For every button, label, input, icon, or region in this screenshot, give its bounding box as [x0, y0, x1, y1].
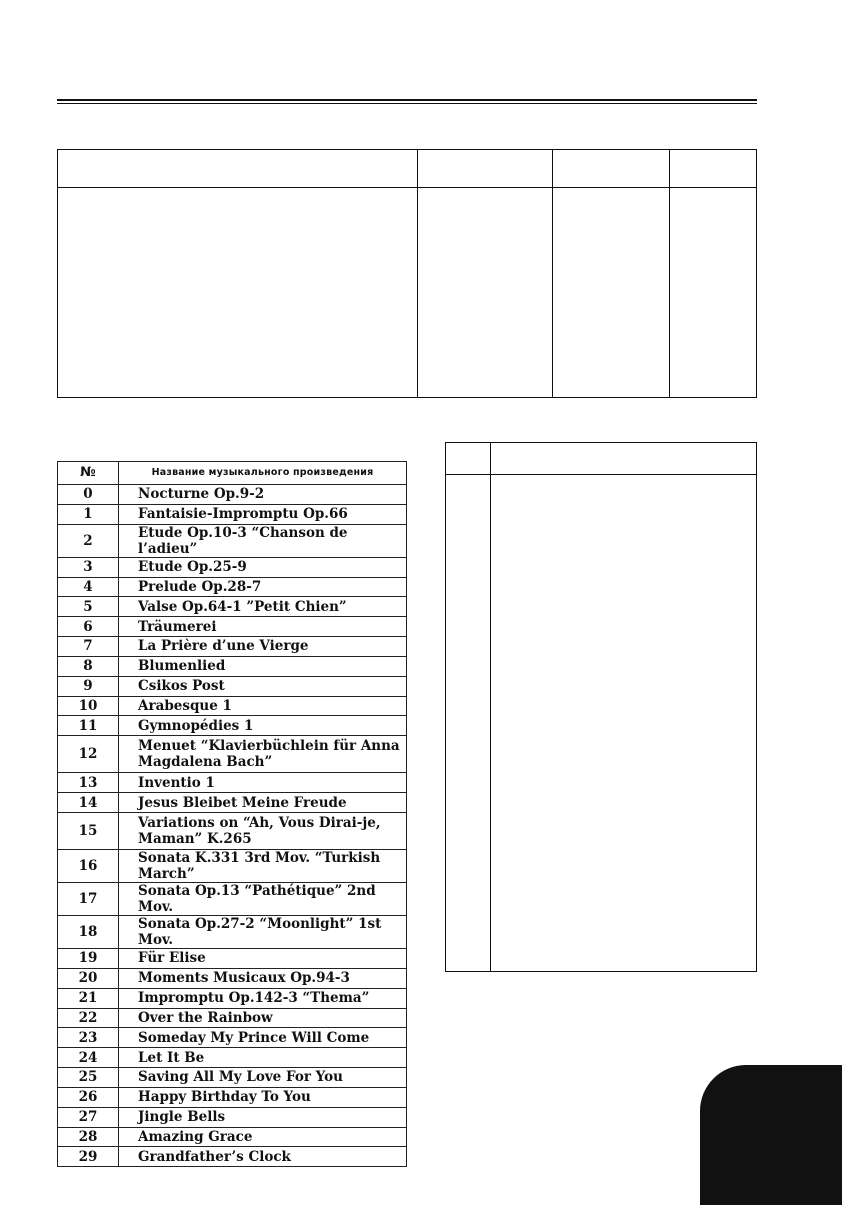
song-number-cell: 8: [58, 656, 119, 676]
song-title-cell: Grandfather’s Clock: [119, 1147, 407, 1167]
table-row: [58, 656, 407, 676]
song-title-cell: Happy Birthday To You: [119, 1087, 407, 1107]
table-row: [58, 1107, 407, 1127]
table-row: [58, 485, 407, 505]
song-title-cell: Etude Op.10-3 “Chanson de l’adieu”: [119, 524, 407, 557]
song-number-cell: 20: [58, 968, 119, 988]
side-table-header-divider: [446, 474, 756, 475]
song-number-cell: 5: [58, 597, 119, 617]
table-row: [58, 577, 407, 597]
song-number-cell: 24: [58, 1048, 119, 1068]
table-row: [58, 948, 407, 968]
song-title-cell: Etude Op.25-9: [119, 557, 407, 577]
song-list-table: [57, 461, 407, 1167]
table-row: [58, 597, 407, 617]
table-row: [58, 882, 407, 915]
table-row: [58, 1087, 407, 1107]
song-number-cell: 17: [58, 882, 119, 915]
song-title-cell: Over the Rainbow: [119, 1008, 407, 1028]
table-row: [58, 793, 407, 813]
song-number-cell: 18: [58, 915, 119, 948]
spec-table-col-divider-1: [417, 150, 418, 397]
table-row: [58, 849, 407, 882]
table-row: [58, 1127, 407, 1147]
song-title-cell: La Prière d’une Vierge: [119, 637, 407, 657]
song-title-cell: Sonata K.331 3rd Mov. “Turkish March”: [119, 849, 407, 882]
song-list-header-row: [58, 462, 407, 485]
song-number-cell: 27: [58, 1107, 119, 1127]
song-title-cell: Sonata Op.13 “Pathétique” 2nd Mov.: [119, 882, 407, 915]
song-title-cell: Impromptu Op.142-3 “Thema”: [119, 988, 407, 1008]
table-row: [58, 696, 407, 716]
song-title-cell: Valse Op.64-1 ”Petit Chien”: [119, 597, 407, 617]
song-title-cell: Saving All My Love For You: [119, 1068, 407, 1088]
song-title-cell: Gymnopédies 1: [119, 716, 407, 736]
song-number-cell: 4: [58, 577, 119, 597]
table-row: [58, 968, 407, 988]
header-rule-thick: [57, 99, 757, 101]
table-row: [58, 915, 407, 948]
song-title-cell: Jingle Bells: [119, 1107, 407, 1127]
song-number-cell: 16: [58, 849, 119, 882]
song-number-cell: 0: [58, 485, 119, 505]
song-title-cell: Fantaisie-Impromptu Op.66: [119, 504, 407, 524]
song-title-cell: Variations on “Ah, Vous Dirai-je, Maman” K.265: [119, 812, 407, 849]
song-number-cell: 13: [58, 773, 119, 793]
empty-side-table: [445, 442, 757, 972]
song-title-cell: Let It Be: [119, 1048, 407, 1068]
table-row: [58, 676, 407, 696]
song-number-cell: 3: [58, 557, 119, 577]
table-row: [58, 617, 407, 637]
song-title-cell: Für Elise: [119, 948, 407, 968]
song-title-cell: Someday My Prince Will Come: [119, 1028, 407, 1048]
song-title-cell: Prelude Op.28-7: [119, 577, 407, 597]
table-row: [58, 1147, 407, 1167]
song-title-cell: Amazing Grace: [119, 1127, 407, 1147]
empty-spec-table: [57, 149, 757, 398]
spec-table-col-divider-2: [552, 150, 553, 397]
song-title-cell: Sonata Op.27-2 “Moonlight” 1st Mov.: [119, 915, 407, 948]
song-title-cell: Jesus Bleibet Meine Freude: [119, 793, 407, 813]
song-title-cell: Menuet “Klavierbüchlein für Anna Magdalena Bach”: [119, 736, 407, 773]
song-number-cell: 26: [58, 1087, 119, 1107]
song-number-cell: 9: [58, 676, 119, 696]
table-row: [58, 736, 407, 773]
song-title-cell: Inventio 1: [119, 773, 407, 793]
song-number-cell: 22: [58, 1008, 119, 1028]
song-title-cell: Träumerei: [119, 617, 407, 637]
side-table-col-divider: [490, 443, 491, 971]
song-number-cell: 11: [58, 716, 119, 736]
table-row: [58, 524, 407, 557]
song-title-cell: Nocturne Op.9-2: [119, 485, 407, 505]
header-rule-thin: [57, 103, 757, 104]
song-number-cell: 25: [58, 1068, 119, 1088]
song-title-cell: Blumenlied: [119, 656, 407, 676]
table-row: [58, 773, 407, 793]
song-number-cell: 1: [58, 504, 119, 524]
song-number-header: №: [58, 462, 119, 485]
song-title-cell: Csikos Post: [119, 676, 407, 696]
table-row: [58, 812, 407, 849]
table-row: [58, 988, 407, 1008]
table-row: [58, 1008, 407, 1028]
spec-table-header-divider: [58, 187, 756, 188]
table-row: [58, 1028, 407, 1048]
spec-table-col-divider-3: [669, 150, 670, 397]
song-number-cell: 10: [58, 696, 119, 716]
table-row: [58, 504, 407, 524]
song-number-cell: 21: [58, 988, 119, 1008]
table-row: [58, 637, 407, 657]
song-number-cell: 12: [58, 736, 119, 773]
song-title-cell: Moments Musicaux Op.94-3: [119, 968, 407, 988]
table-row: [58, 557, 407, 577]
song-number-cell: 28: [58, 1127, 119, 1147]
song-title-header: Название музыкального произведения: [119, 462, 407, 485]
song-number-cell: 19: [58, 948, 119, 968]
song-number-cell: 15: [58, 812, 119, 849]
table-row: [58, 716, 407, 736]
song-number-cell: 23: [58, 1028, 119, 1048]
table-row: [58, 1048, 407, 1068]
song-number-cell: 14: [58, 793, 119, 813]
song-number-cell: 2: [58, 524, 119, 557]
song-title-cell: Arabesque 1: [119, 696, 407, 716]
song-number-cell: 7: [58, 637, 119, 657]
song-number-cell: 29: [58, 1147, 119, 1167]
table-row: [58, 1068, 407, 1088]
page-edge-tab: [700, 1065, 842, 1205]
song-number-cell: 6: [58, 617, 119, 637]
